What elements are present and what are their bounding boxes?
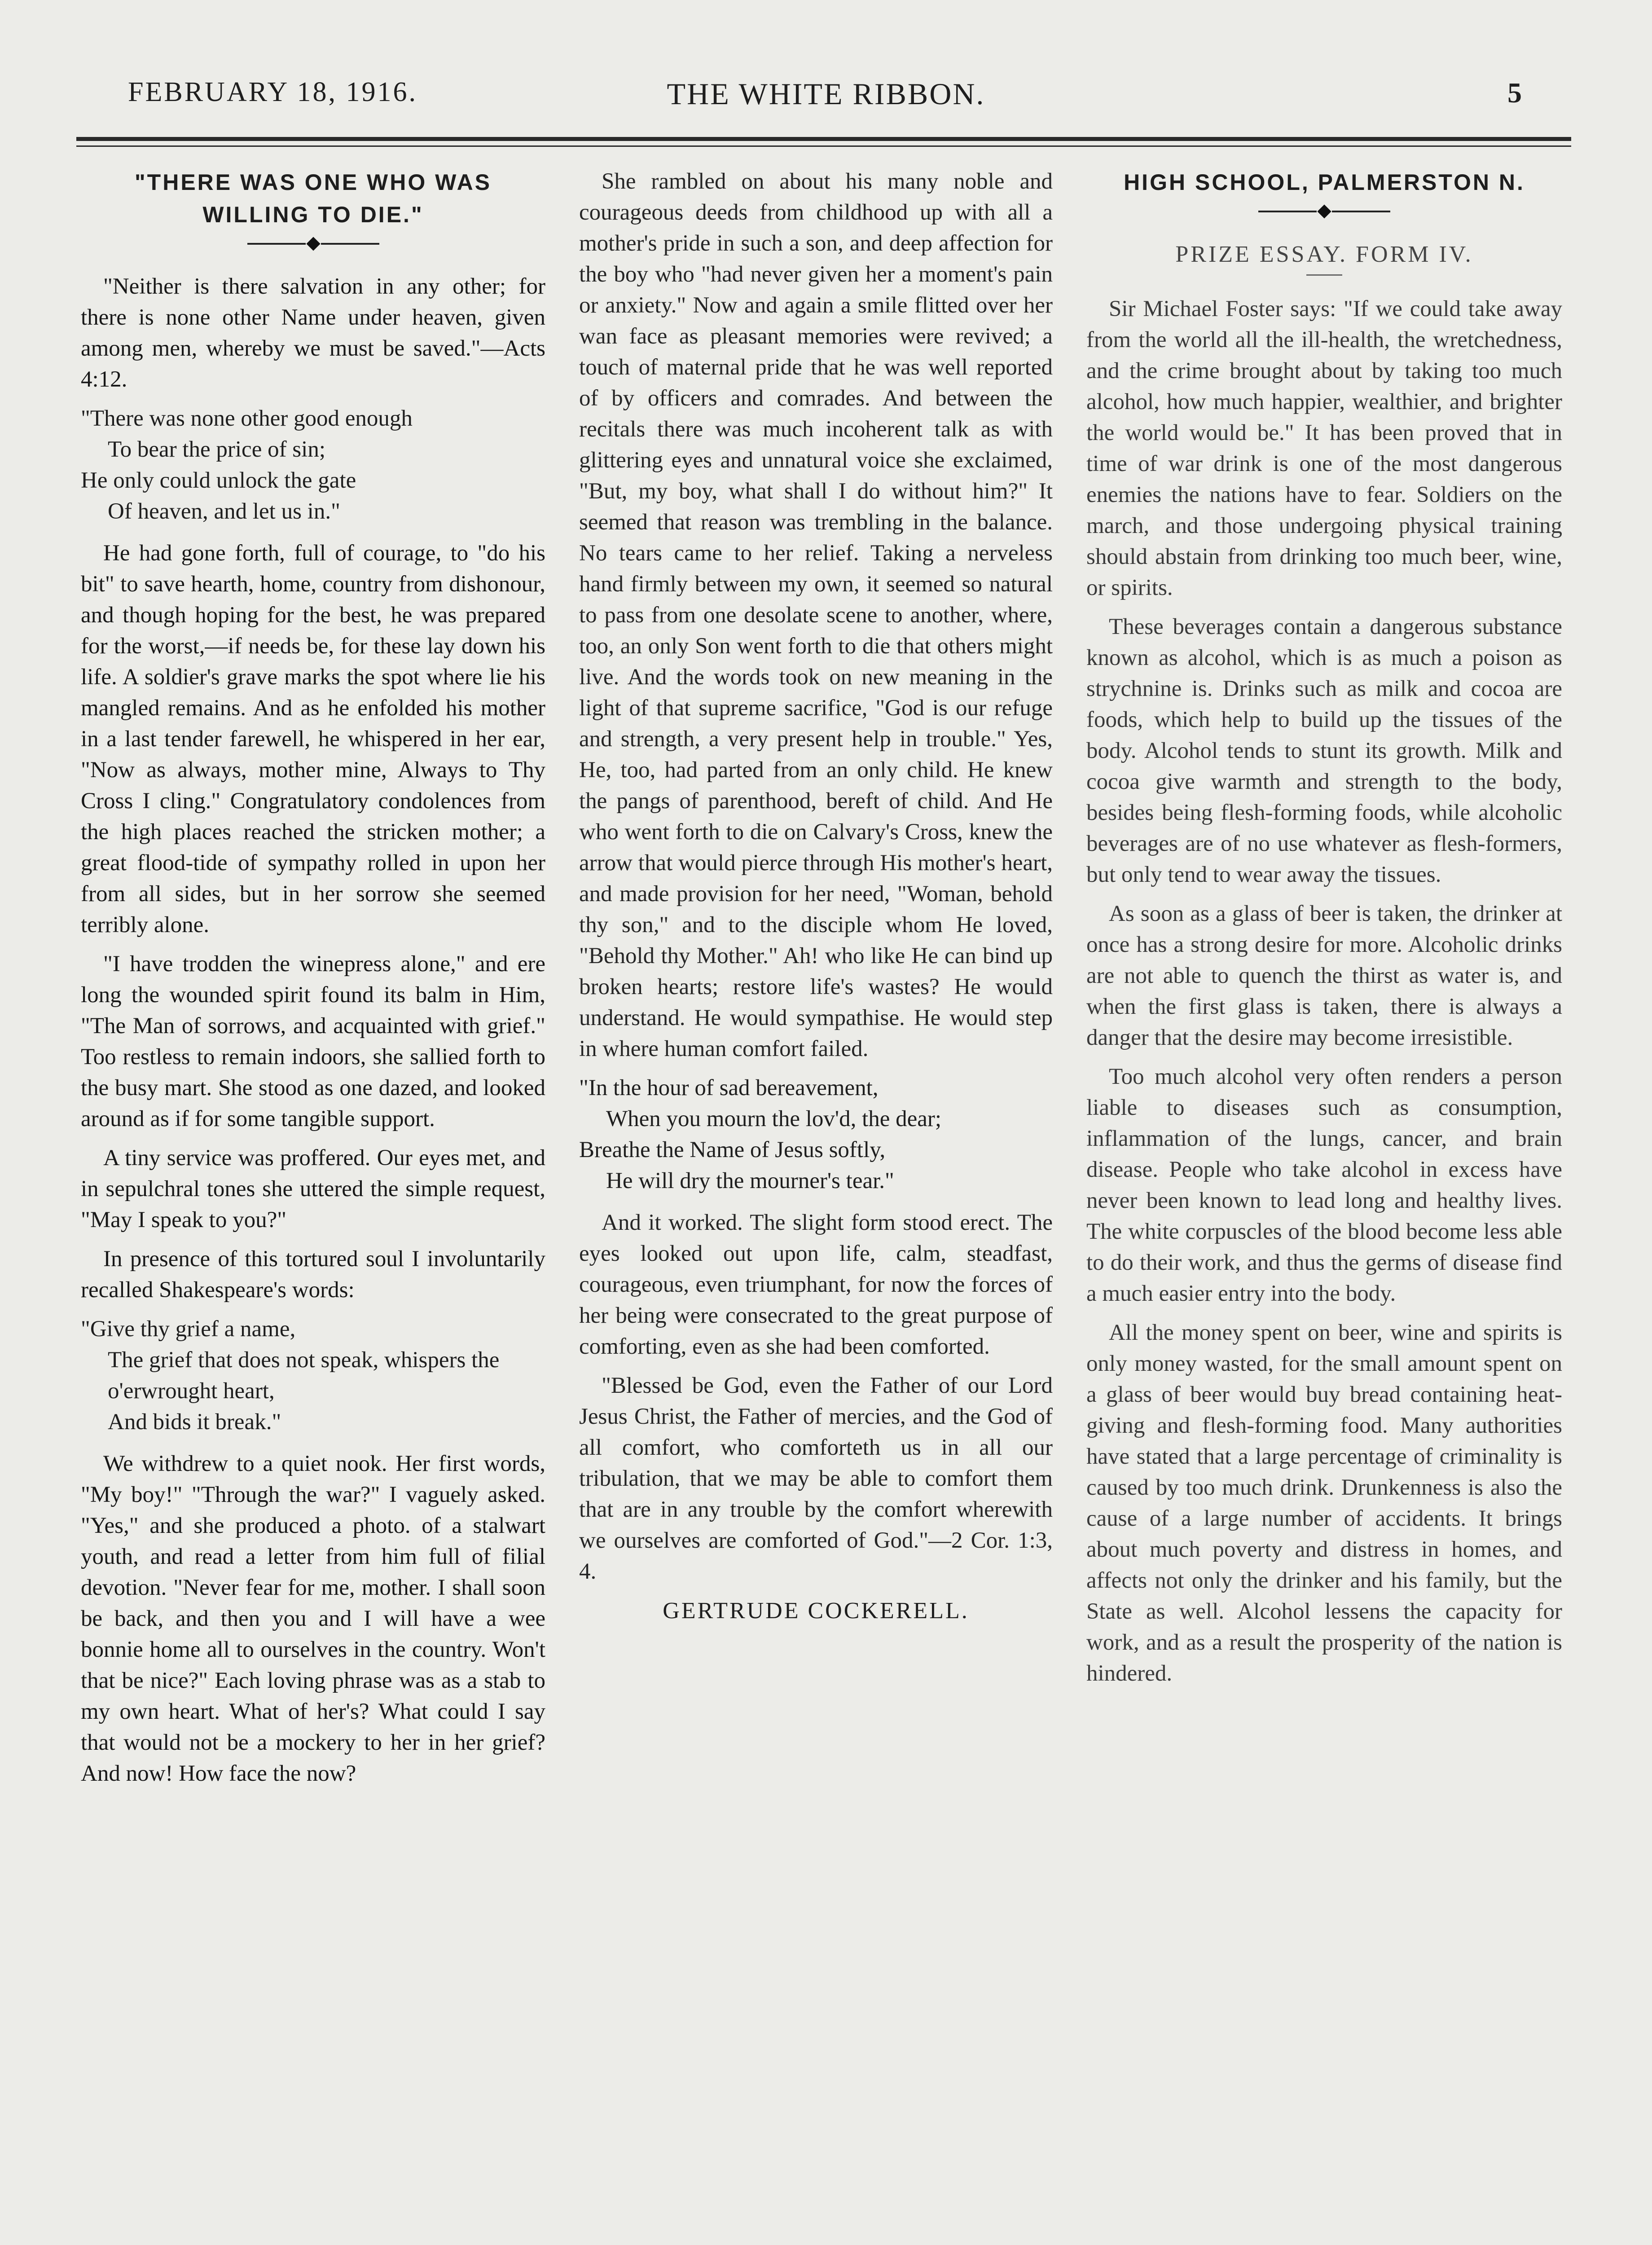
poem-stanza [81,403,545,527]
epigraph: "Neither is there salvation in any other; for there is none other Name under heaven, given among men, whereby we must be saved."—Acts 4:12. [81,274,545,392]
paragraph: In presence of this tortured soul I involuntarily recalled Shakespeare's words: [81,1246,545,1303]
page-number: 5 [1507,77,1522,109]
poem-line: He only could unlock the gate [81,468,356,493]
poem-line: Of heaven, and let us in." [108,499,340,524]
paragraph: All the money spent on beer, wine and spirits is only money wasted, for the small amount spent on a glass of beer would buy bread containing heat-giving and flesh-forming food. Many authorities have stated that a large percentage of criminality is caused by too much drink. Drunkenness is also the cause of a large number of accidents. It brings about much poverty and distress in homes, and affects not only the drinker and his family, but the State as well. Alcohol lessens the capacity for work, and as a result the prosperity of the nation is hindered. [1086,1320,1562,1686]
article-headline: HIGH SCHOOL, PALMERSTON N. [1124,170,1525,195]
poem-line: He will dry the mourner's tear." [606,1168,894,1193]
poem-line: "In the hour of sad bereavement, [579,1075,879,1100]
column-1 [81,166,545,2245]
paragraph: We withdrew to a quiet nook. Her first words, "My boy!" "Through the war?" I vaguely asked. "Yes," and she produced a photo. of a stalwart youth, and read a letter from him full of filial devotion. "Never fear for me, mother. I shall soon be back, and then you and I will have a wee bonnie home all to ourselves in the country. Won't that be nice?" Each loving phrase was as a stab to my own heart. What of her's? What could I say that would not be a mockery to her in her grief? And now! How face the now? [81,1451,545,1786]
poem-line: To bear the price of sin; [108,437,325,462]
paragraph: She rambled on about his many noble and courageous deeds from childhood up with all a mother's pride in such a son, and deep affection for the boy who "had never given her a moment's pain or anxiety." Now and again a smile flitted over her wan face as pleasant memories were revived; a touch of maternal pride that he was well reported of by officers and comrades. And between the recitals there was much incoherent talk as with glittering eyes and unnatural voice she exclaimed, "But, my boy, what shall I do without him?" It seemed that reason was trembling in the balance. No tears came to her relief. Taking a nerveless hand firmly between my own, it seemed so natural to pass from one desolate scene to another, where, too, an only Son went forth to die that others might live. And the words took on new meaning in the light of that supreme sacrifice, "God is our refuge and strength, a very present help in trouble." Yes, He, too, had parted from an only child. He knew the pangs of parenthood, bereft of child. And He who went forth to die on Calvary's Cross, knew the arrow that would pierce through His mother's heart, and made provision for her need, "Woman, behold thy son," and to the disciple whom He loved, "Behold thy Mother." Ah! who like He can bind up broken hearts; restore life's wastes? He would understand. He would sympathise. He would step in where human comfort failed. [579,169,1053,1061]
header-rule-thick [76,137,1571,141]
publication-title: THE WHITE RIBBON. [667,77,985,111]
poem-line: When you mourn the lov'd, the dear; [606,1106,942,1131]
paragraph: And it worked. The slight form stood erect. The eyes looked out upon life, calm, steadfast, courageous, even triumphant, for now the forces of her being were consecrated to the great purpose of comforting, even as she had been comforted. [579,1210,1053,1359]
poem-line: "Give thy grief a name, [81,1316,296,1342]
paragraph: As soon as a glass of beer is taken, the drinker at once has a strong desire for more. Alcoholic drinks are not able to quench the thirst as water is, and when the first glass is taken, there is always a danger that the desire may become irresistible. [1086,901,1562,1050]
paragraph: He had gone forth, full of courage, to "do his bit" to save hearth, home, country from dishonour, and though hoping for the best, he was prepared for the worst,—if needs be, for these lay down his life. A soldier's grave marks the spot where lie his mangled remains. And as he enfolded his mother in a last tender farewell, he whispered in her ear, "Now as always, mother mine, Always to Thy Cross I cling." Congratulatory condolences from the high places reached the stricken mother; a great flood-tide of sympathy rolled in upon her from all sides, but in her sorrow she seemed terribly alone. [81,541,545,938]
issue-date: FEBRUARY 18, 1916. [128,77,418,107]
header-rule-thin [76,145,1571,147]
essay-subheading: PRIZE ESSAY. FORM IV. [1175,242,1473,267]
poem-stanza [579,1073,1053,1197]
paragraph: Too much alcohol very often renders a person liable to diseases such as consumption, inflammation of the lungs, cancer, and brain disease. People who take alcohol in excess have never been known to lead long and healthy lives. The white corpuscles of the blood become less able to do their work, and thus the germs of disease find a much easier entry into the body. [1086,1064,1562,1306]
paragraph: A tiny service was proffered. Our eyes met, and in sepulchral tones she uttered the simple request, "May I speak to you?" [81,1145,545,1233]
column-3 [1086,166,1562,2245]
author-signature: GERTRUDE COCKERELL. [663,1598,969,1624]
poem-line: "There was none other good enough [81,406,413,431]
headline-ornament [1086,207,1562,216]
paragraph: "Blessed be God, even the Father of our Lord Jesus Christ, the Father of mercies, and the God of all comfort, who comforteth us in all our tribulation, that we may be able to comfort them that are in any trouble by the comfort wherewith we ourselves are comforted of God."—2 Cor. 1:3, 4. [579,1373,1053,1584]
poem-line: Breathe the Name of Jesus softly, [579,1137,886,1162]
paragraph: "I have trodden the winepress alone," and ere long the wounded spirit found its balm in Him, "The Man of sorrows, and acquainted with grief." Too restless to remain indoors, she sallied forth to the busy mart. She stood as one dazed, and looked around as if for some tangible support. [81,951,545,1131]
poem-line: And bids it break." [108,1409,281,1435]
paragraph: These beverages contain a dangerous substance known as alcohol, which is as much a poison as strychnine is. Drinks such as milk and cocoa are foods, which help to build up the tissues of the body. Alcohol tends to stunt its growth. Milk and cocoa give warmth and strength to the body, besides being flesh-forming foods, while alcoholic beverages are of no use whatever as flesh-formers, but only tend to wear away the tissues. [1086,614,1562,887]
divider [1306,274,1342,276]
poem-line: The grief that does not speak, whispers the o'erwrought heart, [108,1347,500,1404]
article-headline: "THERE WAS ONE WHO WAS WILLING TO DIE." [134,170,492,227]
poem-stanza [81,1314,545,1438]
column-2 [579,166,1053,2245]
headline-ornament [81,239,545,249]
paragraph: Sir Michael Foster says: "If we could take away from the world all the ill-health, the wretchedness, and the crime brought about by taking too much alcohol, how much happier, wealthier, and brighter the world would be." It has been proved that in time of war drink is one of the most dangerous enemies the nations have to fear. Soldiers on the march, and those undergoing physical training should abstain from drinking too much beer, wine, or spirits. [1086,296,1562,600]
page-header [0,76,1652,130]
